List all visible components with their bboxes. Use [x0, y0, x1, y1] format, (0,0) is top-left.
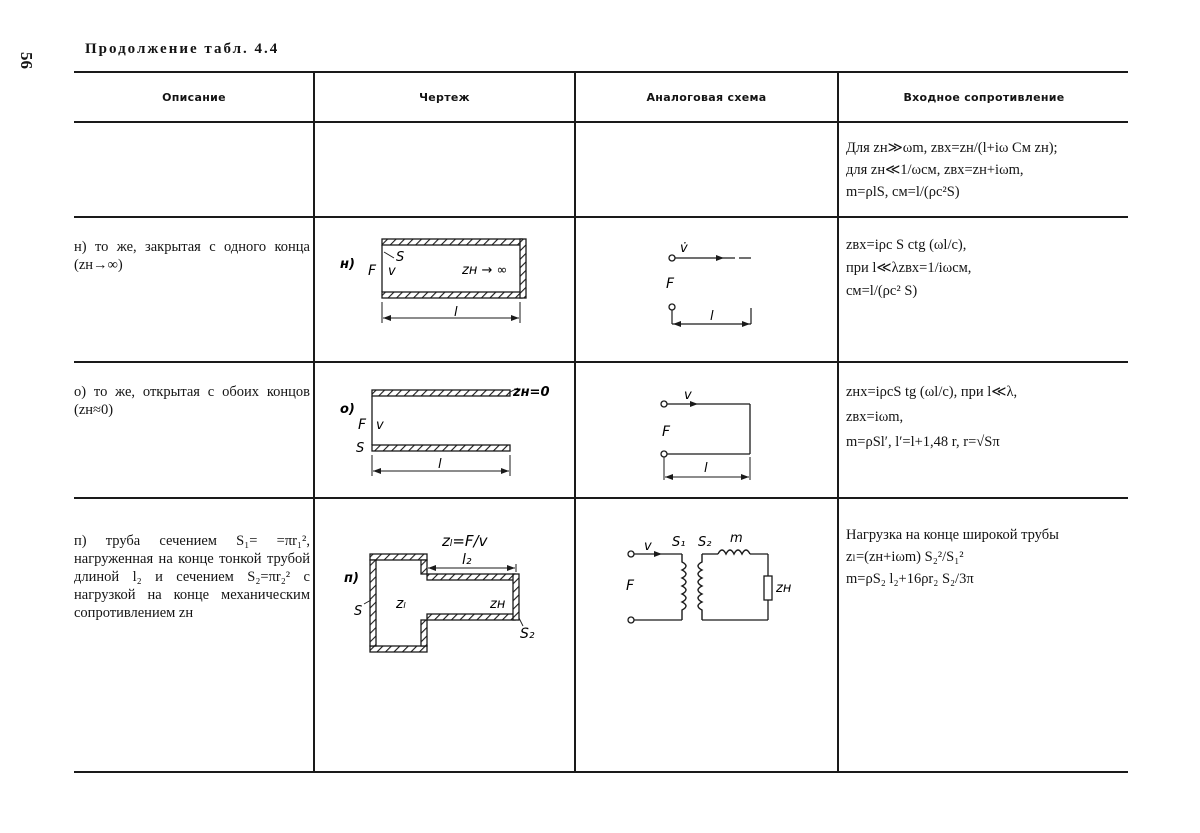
drawing-letter: о) — [340, 402, 355, 417]
row2-description: о) то же, открытая с обоих концов (zн≈0) — [74, 384, 310, 418]
mass-label: m — [730, 531, 743, 546]
column-divider-3 — [837, 72, 839, 772]
row-rule-1 — [74, 216, 1128, 218]
velocity-label: v — [684, 388, 692, 403]
length-label: l — [454, 305, 458, 320]
transformer-analog-scheme — [620, 530, 800, 635]
drawing-title: zₗ=F/v — [442, 532, 488, 550]
force-label: F — [368, 263, 377, 279]
s2-label: S₂ — [698, 535, 712, 550]
length-label: l — [438, 457, 442, 472]
row-rule-2 — [74, 361, 1128, 363]
velocity-label: v — [376, 418, 384, 433]
area-label: S — [396, 250, 405, 265]
force-label: F — [662, 424, 671, 440]
area-label: S — [356, 441, 365, 456]
velocity-label: v — [388, 264, 396, 279]
page-number: 56 — [17, 52, 36, 69]
velocity-label: v̇ — [680, 241, 688, 256]
l2-label: l₂ — [462, 552, 472, 568]
drawing-letter: п) — [344, 571, 359, 586]
impedance-line: m=ρSl′, l′=l+1,48 r, r=√Sπ — [846, 434, 1000, 450]
force-label: F — [358, 417, 367, 433]
row2-impedance — [846, 380, 1136, 455]
row3-description: п) труба сечением S₁= =πr₁², нагруженная на конце тонкой трубой длиной l₂ и сечением S₂=πr₂² с нагрузкой на конце механическим сопротивлением zн — [74, 533, 310, 621]
impedance-line: при l≪λzвх=1/iωcм, — [846, 260, 972, 276]
load-label: zн=0 — [513, 385, 550, 400]
force-label: F — [666, 276, 675, 292]
impedance-line: Нагрузка на конце широкой трубы — [846, 527, 1059, 543]
header-analog-scheme: Аналоговая схема — [646, 91, 767, 104]
force-label: F — [626, 578, 635, 594]
s2-label: S₂ — [520, 626, 535, 642]
header-rule — [74, 121, 1128, 123]
drawing-letter: н) — [340, 257, 355, 272]
header-description: Описание — [162, 91, 226, 104]
load-label: zн → ∞ — [462, 263, 508, 278]
closed-tube-drawing — [330, 228, 550, 328]
velocity-label: v — [644, 539, 652, 554]
row1-description: н) то же, закрытая с одного конца (zн→∞) — [74, 239, 310, 273]
impedance-line: zвх=iωm, — [846, 409, 904, 425]
header-drawing: Чертеж — [419, 91, 470, 104]
area-label: S — [354, 604, 363, 619]
load-label: zн — [776, 581, 792, 596]
row1-impedance — [846, 234, 1136, 303]
impedance-line: zнх=iρcS tg (ωl/c), при l≪λ, — [846, 384, 1018, 400]
column-divider-1 — [313, 72, 315, 772]
impedance-line: для zн≪1/ωcм, zвх=zн+iωm, — [846, 162, 1024, 178]
impedance-line: cм=l/(ρc² S) — [846, 283, 918, 299]
header-input-impedance: Входное сопротивление — [903, 91, 1065, 104]
zl-label: zₗ — [396, 596, 406, 612]
column-divider-2 — [574, 72, 576, 772]
impedance-line: zₗ=(zн+iωm) S₂²/S₁² — [846, 549, 964, 565]
row0-impedance — [846, 137, 1136, 203]
table-top-rule — [74, 71, 1128, 73]
length-label: l — [704, 461, 708, 476]
row3-impedance — [846, 524, 1136, 590]
impedance-line: Для zн≫ωm, zвх=zн/(l+iω Cм zн); — [846, 140, 1058, 156]
open-tube-drawing — [330, 376, 560, 481]
table-caption: Продолжение табл. 4.4 — [85, 41, 280, 57]
impedance-line: zвх=iρc S ctg (ωl/c), — [846, 237, 967, 253]
row-rule-3 — [74, 497, 1128, 499]
load-label: zн — [490, 597, 506, 612]
open-tube-analog-scheme — [650, 380, 770, 490]
table-bottom-rule — [74, 771, 1128, 773]
impedance-line: m=ρlS, cм=l/(ρc²S) — [846, 184, 960, 200]
impedance-line: m=ρS₂ l₂+16ρr₂ S₂/3π — [846, 571, 974, 587]
closed-tube-analog-scheme — [650, 230, 770, 340]
length-label: l — [710, 309, 714, 324]
s1-label: S₁ — [672, 535, 686, 550]
loaded-tube-drawing — [330, 520, 560, 665]
